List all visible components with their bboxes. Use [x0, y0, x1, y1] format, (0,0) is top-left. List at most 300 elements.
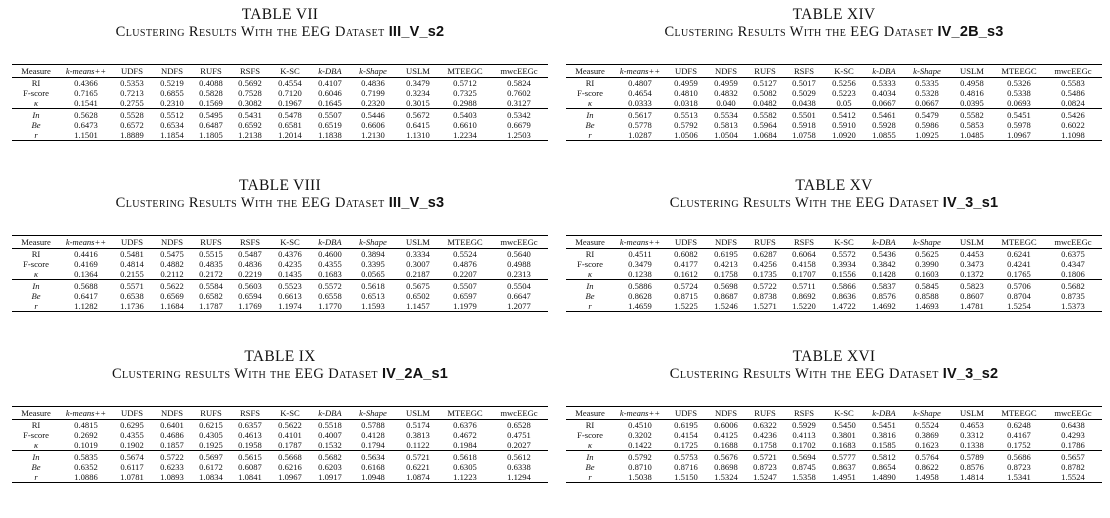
value-cell: 0.5722: [753, 281, 777, 291]
value-cell: 0.4613: [238, 430, 262, 440]
value-cell: 0.4835: [199, 259, 223, 269]
table-caption: [566, 365, 1102, 383]
dataset-name: III_V_s2: [388, 24, 445, 40]
value-cell: 0.5617: [628, 110, 652, 120]
value-cell: 0.4416: [74, 249, 98, 259]
value-cell: 0.1794: [361, 440, 385, 450]
value-cell: 0.1122: [406, 440, 430, 450]
value-cell: 0.4125: [714, 430, 738, 440]
value-cell: 0.1364: [74, 269, 98, 279]
header-row: [566, 65, 1102, 78]
value-cell: 0.4653: [960, 420, 984, 430]
value-cell: 0.2310: [160, 98, 184, 108]
value-cell: 0.5478: [278, 110, 302, 120]
value-cell: 0.2320: [361, 98, 385, 108]
table-row: [12, 291, 548, 301]
column-header: RUFS: [754, 237, 776, 247]
value-cell: 0.6216: [278, 462, 302, 472]
column-header: UDFS: [121, 237, 143, 247]
value-cell: 0.1372: [960, 269, 984, 279]
value-cell: 0.7528: [238, 88, 262, 98]
value-cell: 0.5513: [674, 110, 698, 120]
value-cell: 0.4128: [361, 430, 385, 440]
value-cell: 0.2313: [507, 269, 531, 279]
value-cell: 0.4305: [199, 430, 223, 440]
value-cell: 0.5622: [278, 420, 302, 430]
value-cell: 0.6305: [453, 462, 477, 472]
caption-text: Clustering Results With the EEG Dataset: [669, 366, 939, 382]
value-cell: 0.6195: [714, 249, 738, 259]
value-cell: 0.5534: [714, 110, 738, 120]
column-header: RSFS: [793, 66, 815, 76]
dataset-name: IV_2B_s3: [937, 24, 1004, 40]
value-cell: 0.3894: [361, 249, 385, 259]
value-cell: 0.5582: [960, 110, 984, 120]
column-header: mwcEEGc: [1054, 408, 1092, 418]
value-cell: 0.6613: [278, 291, 302, 301]
value-cell: 0.5450: [832, 420, 856, 430]
value-cell: 0.8715: [674, 291, 698, 301]
value-cell: 0.6295: [120, 420, 144, 430]
value-cell: 0.4213: [714, 259, 738, 269]
value-cell: 0.6375: [1061, 249, 1085, 259]
value-cell: 0.6528: [507, 420, 531, 430]
value-cell: 0.1787: [278, 440, 302, 450]
value-cell: 0.5481: [120, 249, 144, 259]
value-cell: 1.0834: [199, 472, 223, 482]
column-header: RUFS: [200, 408, 222, 418]
value-cell: 0.1645: [318, 98, 342, 108]
value-cell: 0.7199: [361, 88, 385, 98]
value-cell: 0.8745: [792, 462, 816, 472]
table-xv-panel: [566, 177, 1102, 312]
column-header: Measure: [21, 237, 51, 247]
measure-cell: F-score: [577, 259, 603, 269]
column-header: k-means++: [65, 408, 107, 418]
measure-cell: r: [588, 472, 592, 482]
table-row: [12, 462, 548, 472]
table-row: [12, 440, 548, 451]
value-cell: 1.1593: [361, 301, 385, 311]
value-cell: 0.3990: [915, 259, 939, 269]
value-cell: 0.5446: [361, 110, 385, 120]
value-cell: 0.6606: [361, 120, 385, 130]
value-cell: 0.2755: [120, 98, 144, 108]
value-cell: 0.3869: [915, 430, 939, 440]
value-cell: 0.4876: [453, 259, 477, 269]
value-cell: 0.1984: [453, 440, 477, 450]
table-label: TABLE IX: [244, 348, 316, 365]
value-cell: 0.4293: [1061, 430, 1085, 440]
table-row: [566, 420, 1102, 431]
value-cell: 0.5672: [406, 110, 430, 120]
results-table: [12, 64, 548, 141]
value-cell: 0.5426: [1061, 110, 1085, 120]
dataset-name: IV_3_s1: [942, 195, 999, 211]
value-cell: 1.5038: [628, 472, 652, 482]
value-cell: 0.8692: [792, 291, 816, 301]
measure-cell: r: [34, 472, 38, 482]
value-cell: 0.4007: [318, 430, 342, 440]
table-row: [566, 462, 1102, 472]
table-row: [12, 259, 548, 269]
column-header: NDFS: [715, 66, 737, 76]
value-cell: 0.3479: [628, 259, 652, 269]
value-cell: 0.1758: [714, 269, 738, 279]
value-cell: 0.5436: [872, 249, 896, 259]
value-cell: 0.2207: [453, 269, 477, 279]
value-cell: 0.5583: [1061, 78, 1085, 88]
column-header: NDFS: [161, 408, 183, 418]
column-header: k-means++: [619, 408, 661, 418]
value-cell: 1.5358: [792, 472, 816, 482]
value-cell: 0.5615: [238, 452, 262, 462]
value-cell: 0.8622: [915, 462, 939, 472]
value-cell: 0.6357: [238, 420, 262, 430]
measure-cell: r: [34, 301, 38, 311]
value-cell: 0.5625: [915, 249, 939, 259]
table-row: [566, 452, 1102, 462]
measure-cell: Be: [585, 462, 595, 472]
value-cell: 0.5524: [915, 420, 939, 430]
value-cell: 0.6558: [318, 291, 342, 301]
value-cell: 0.5479: [915, 110, 939, 120]
value-cell: 1.0948: [361, 472, 385, 482]
column-header: k-DBA: [872, 237, 896, 247]
value-cell: 0.5342: [507, 110, 531, 120]
value-cell: 0.4167: [1007, 430, 1031, 440]
value-cell: 1.0967: [278, 472, 302, 482]
value-cell: 0.5694: [792, 452, 816, 462]
column-header: Measure: [575, 408, 605, 418]
value-cell: 0.5219: [160, 78, 184, 88]
value-cell: 0.5572: [318, 281, 342, 291]
column-header: RSFS: [793, 408, 815, 418]
value-cell: 0.5618: [453, 452, 477, 462]
value-cell: 1.0504: [714, 130, 738, 140]
value-cell: 0.4600: [318, 249, 342, 259]
results-table: [12, 406, 548, 483]
table-vii-panel: [12, 6, 548, 141]
value-cell: 1.1838: [318, 130, 342, 140]
table-row: [12, 430, 548, 440]
column-header: k-means++: [619, 237, 661, 247]
value-cell: 0.0693: [1007, 98, 1031, 108]
value-cell: 0.5584: [199, 281, 223, 291]
column-header: K-SC: [280, 66, 300, 76]
table-row: [566, 291, 1102, 301]
value-cell: 0.6117: [120, 462, 144, 472]
value-cell: 0.5328: [915, 88, 939, 98]
column-header: Measure: [21, 66, 51, 76]
column-header: k-Shape: [913, 408, 941, 418]
column-header: RSFS: [239, 66, 261, 76]
value-cell: 1.1310: [406, 130, 430, 140]
value-cell: 0.5628: [74, 110, 98, 120]
column-header: k-Shape: [913, 237, 941, 247]
value-cell: 0.8738: [753, 291, 777, 301]
column-header: k-Shape: [359, 237, 387, 247]
value-cell: 0.2692: [74, 430, 98, 440]
value-cell: 0.3801: [832, 430, 856, 440]
value-cell: 0.5824: [507, 78, 531, 88]
column-header: mwcEEGc: [1054, 66, 1092, 76]
measure-cell: RI: [31, 249, 41, 259]
value-cell: 0.1758: [753, 440, 777, 450]
value-cell: 0.5603: [238, 281, 262, 291]
value-cell: 0.0824: [1061, 98, 1085, 108]
table-row: [566, 88, 1102, 98]
value-cell: 0.5813: [714, 120, 738, 130]
value-cell: 0.5326: [1007, 78, 1031, 88]
value-cell: 0.4959: [674, 78, 698, 88]
value-cell: 0.5487: [238, 249, 262, 259]
column-header: UDFS: [121, 408, 143, 418]
value-cell: 0.0318: [674, 98, 698, 108]
column-header: k-Shape: [359, 66, 387, 76]
value-cell: 1.5271: [753, 301, 777, 311]
measure-cell: In: [32, 110, 40, 120]
value-cell: 0.4832: [714, 88, 738, 98]
value-cell: 0.0333: [628, 98, 652, 108]
value-cell: 0.5582: [753, 110, 777, 120]
value-cell: 0.5753: [674, 452, 698, 462]
measure-cell: κ: [587, 269, 593, 279]
table-row: [566, 78, 1102, 89]
value-cell: 0.4366: [74, 78, 98, 88]
column-header: K-SC: [834, 66, 854, 76]
value-cell: 0.8698: [714, 462, 738, 472]
value-cell: 0.1683: [832, 440, 856, 450]
column-header: NDFS: [715, 408, 737, 418]
table-row: [12, 472, 548, 483]
table-label: TABLE XIV: [792, 6, 876, 23]
value-cell: 0.8723: [753, 462, 777, 472]
value-cell: 0.1765: [1007, 269, 1031, 279]
value-cell: 0.1569: [199, 98, 223, 108]
table-label: TABLE XV: [795, 177, 873, 194]
value-cell: 1.1787: [199, 301, 223, 311]
value-cell: 0.1019: [74, 440, 98, 450]
value-cell: 1.0967: [1007, 130, 1031, 140]
caption-text: Clustering results With the EEG Dataset: [111, 366, 378, 382]
value-cell: 1.0485: [960, 130, 984, 140]
value-cell: 0.5866: [832, 281, 856, 291]
value-cell: 0.4177: [674, 259, 698, 269]
value-cell: 0.3312: [960, 430, 984, 440]
value-cell: 1.1223: [453, 472, 477, 482]
column-header: MTEEGC: [447, 237, 483, 247]
value-cell: 0.5507: [453, 281, 477, 291]
value-cell: 0.2155: [120, 269, 144, 279]
table-caption: [12, 365, 548, 383]
value-cell: 0.5928: [872, 120, 896, 130]
value-cell: 0.5823: [960, 281, 984, 291]
value-cell: 0.6287: [753, 249, 777, 259]
value-cell: 1.4659: [628, 301, 652, 311]
value-cell: 1.5247: [753, 472, 777, 482]
value-cell: 0.7602: [507, 88, 531, 98]
value-cell: 1.5150: [674, 472, 698, 482]
value-cell: 1.1769: [238, 301, 262, 311]
value-cell: 0.6438: [1061, 420, 1085, 430]
value-cell: 0.5698: [714, 281, 738, 291]
value-cell: 0.6338: [507, 462, 531, 472]
measure-cell: F-score: [23, 430, 49, 440]
value-cell: 0.6647: [507, 291, 531, 301]
value-cell: 1.0781: [120, 472, 144, 482]
value-cell: 1.0925: [915, 130, 939, 140]
value-cell: 0.3015: [406, 98, 430, 108]
column-header: UDFS: [675, 237, 697, 247]
value-cell: 0.6594: [238, 291, 262, 301]
value-cell: 0.5528: [120, 110, 144, 120]
value-cell: 1.4693: [915, 301, 939, 311]
value-cell: 0.3127: [507, 98, 531, 108]
value-cell: 1.1770: [318, 301, 342, 311]
value-cell: 0.8723: [1007, 462, 1031, 472]
value-cell: 0.5788: [361, 420, 385, 430]
value-cell: 0.5518: [318, 420, 342, 430]
value-cell: 0.5682: [1061, 281, 1085, 291]
value-cell: 1.2503: [507, 130, 531, 140]
measure-cell: κ: [33, 269, 39, 279]
value-cell: 0.5845: [915, 281, 939, 291]
value-cell: 0.5507: [318, 110, 342, 120]
value-cell: 0.7165: [74, 88, 98, 98]
value-cell: 0.5612: [507, 452, 531, 462]
value-cell: 0.5722: [160, 452, 184, 462]
value-cell: 0.3473: [960, 259, 984, 269]
measure-cell: In: [586, 452, 594, 462]
value-cell: 0.5721: [753, 452, 777, 462]
value-cell: 0.5029: [792, 88, 816, 98]
column-header: USLM: [406, 66, 430, 76]
measure-cell: r: [588, 301, 592, 311]
value-cell: 0.1958: [238, 440, 262, 450]
value-cell: 1.0758: [792, 130, 816, 140]
column-header: Measure: [575, 66, 605, 76]
value-cell: 0.4236: [753, 430, 777, 440]
column-header: k-DBA: [872, 66, 896, 76]
measure-cell: Be: [585, 291, 595, 301]
value-cell: 0.4686: [160, 430, 184, 440]
value-cell: 1.0841: [238, 472, 262, 482]
header-row: [12, 236, 548, 249]
value-cell: 1.4890: [872, 472, 896, 482]
dataset-name: IV_2A_s1: [381, 366, 449, 382]
value-cell: 0.3816: [872, 430, 896, 440]
value-cell: 0.1702: [792, 440, 816, 450]
value-cell: 0.1612: [674, 269, 698, 279]
value-cell: 0.6592: [238, 120, 262, 130]
column-header: mwcEEGc: [1054, 237, 1092, 247]
column-header: k-Shape: [359, 408, 387, 418]
value-cell: 0.3234: [406, 88, 430, 98]
value-cell: 0.2027: [507, 440, 531, 450]
column-header: k-means++: [65, 237, 107, 247]
value-cell: 1.1974: [278, 301, 302, 311]
value-cell: 0.1238: [628, 269, 652, 279]
column-header: NDFS: [715, 237, 737, 247]
value-cell: 0.8654: [872, 462, 896, 472]
value-cell: 0.4814: [120, 259, 144, 269]
value-cell: 0.5127: [753, 78, 777, 88]
value-cell: 0.4511: [628, 249, 652, 259]
caption-text: Clustering Results With the EEG Dataset: [669, 195, 939, 211]
value-cell: 0.6572: [120, 120, 144, 130]
table-caption: [566, 23, 1102, 41]
value-cell: 1.0506: [674, 130, 698, 140]
value-cell: 0.6582: [199, 291, 223, 301]
results-table: [12, 235, 548, 312]
value-cell: 1.0874: [406, 472, 430, 482]
value-cell: 0.5333: [872, 78, 896, 88]
value-cell: 1.1805: [199, 130, 223, 140]
value-cell: 1.5373: [1061, 301, 1085, 311]
column-header: RUFS: [200, 237, 222, 247]
value-cell: 0.5778: [628, 120, 652, 130]
value-cell: 0.4958: [960, 78, 984, 88]
value-cell: 0.8710: [628, 462, 652, 472]
value-cell: 0.5403: [453, 110, 477, 120]
column-header: UDFS: [121, 66, 143, 76]
value-cell: 1.0893: [160, 472, 184, 482]
value-cell: 0.1585: [872, 440, 896, 450]
value-cell: 0.4882: [160, 259, 184, 269]
value-cell: 0.5837: [872, 281, 896, 291]
value-cell: 1.4722: [832, 301, 856, 311]
measure-cell: In: [32, 281, 40, 291]
value-cell: 1.1736: [120, 301, 144, 311]
value-cell: 0.4807: [628, 78, 652, 88]
value-cell: 0.5835: [74, 452, 98, 462]
value-cell: 0.2172: [199, 269, 223, 279]
table-xiv-panel: [566, 6, 1102, 141]
value-cell: 0.1428: [872, 269, 896, 279]
column-header: UDFS: [675, 408, 697, 418]
value-cell: 0.5622: [160, 281, 184, 291]
measure-cell: Be: [31, 120, 41, 130]
value-cell: 0.5789: [960, 452, 984, 462]
value-cell: 0.5256: [832, 78, 856, 88]
measure-cell: RI: [585, 249, 595, 259]
value-cell: 0.4376: [278, 249, 302, 259]
value-cell: 0.7213: [120, 88, 144, 98]
value-cell: 0.3842: [872, 259, 896, 269]
column-header: k-DBA: [872, 408, 896, 418]
value-cell: 0.5886: [628, 281, 652, 291]
value-cell: 1.1282: [74, 301, 98, 311]
table-label: TABLE VII: [241, 6, 319, 23]
value-cell: 0.4959: [714, 78, 738, 88]
column-header: mwcEEGc: [500, 66, 538, 76]
table-xvi-panel: [566, 348, 1102, 483]
measure-cell: RI: [585, 78, 595, 88]
results-table: [566, 406, 1102, 483]
value-cell: 0.6519: [318, 120, 342, 130]
value-cell: 0.8716: [674, 462, 698, 472]
value-cell: 0.5724: [674, 281, 698, 291]
value-cell: 0.4235: [278, 259, 302, 269]
value-cell: 0.6473: [74, 120, 98, 130]
value-cell: 1.4951: [832, 472, 856, 482]
value-cell: 0.4241: [1007, 259, 1031, 269]
value-cell: 0.6168: [361, 462, 385, 472]
value-cell: 0.5721: [406, 452, 430, 462]
value-cell: 0.1902: [120, 440, 144, 450]
value-cell: 0.5986: [915, 120, 939, 130]
